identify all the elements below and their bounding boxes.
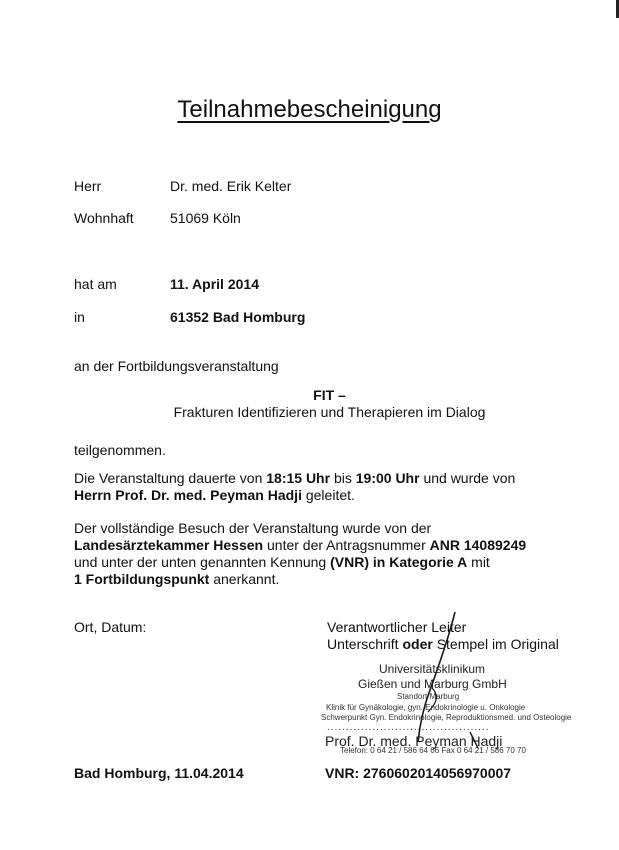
document-title: Teilnahmebescheinigung	[177, 96, 442, 123]
accreditation-line4	[74, 571, 279, 588]
accreditation-line1: Der vollständige Besuch der Veranstaltung wurde von der	[74, 520, 432, 536]
residence-label: Wohnhaft	[74, 210, 134, 226]
stamp-phone: Telefon: 0 64 21 / 586 64 66 Fax 0 64 21 / 586 70 70	[340, 746, 526, 755]
sign-pre: Unterschrift	[327, 636, 403, 652]
accreditation-line3	[74, 554, 490, 571]
event-name-short: FIT –	[313, 387, 346, 403]
stamp-signer-name: Prof. Dr. med. Peyman Hadji	[325, 733, 503, 749]
duration-post: und wurde von	[419, 470, 516, 486]
date-label: hat am	[74, 276, 117, 292]
stamp-dotted-line: ...........................................	[327, 722, 490, 733]
vnr-post: mit	[467, 554, 490, 570]
issue-place-date: Bad Homburg, 11.04.2014	[74, 765, 244, 781]
medical-chamber: Landesärztekammer Hessen	[74, 537, 264, 553]
stamp-site: Standort Marburg	[397, 692, 460, 701]
stamp-clinic-line1: Klinik für Gynäkologie, gyn. Endokrinologie u. Onkologie	[326, 703, 526, 712]
event-place: 61352 Bad Homburg	[170, 309, 306, 325]
event-intro: an der Fortbildungsveranstaltung	[74, 358, 279, 374]
application-number: ANR 14089249	[429, 537, 527, 553]
duration-line2	[74, 487, 355, 504]
duration-mid: bis	[330, 470, 356, 486]
stamp-org-line1: Universitätsklinikum	[379, 662, 486, 676]
duration-start: 18:15 Uhr	[266, 470, 331, 486]
sign-post: Stempel im Original	[432, 636, 559, 652]
duration-line1	[74, 470, 515, 487]
responsible-label: Verantwortlicher Leiter	[327, 619, 467, 635]
participated-text: teilgenommen.	[74, 442, 166, 458]
place-label: in	[74, 309, 85, 325]
points-post: anerkannt.	[209, 571, 280, 587]
sign-or: oder	[402, 636, 433, 652]
credit-points: 1 Fortbildungspunkt	[74, 571, 210, 587]
vnr-number: VNR: 2760602014056970007	[325, 765, 512, 781]
application-mid: unter der Antragsnummer	[263, 537, 430, 553]
duration-end: 19:00 Uhr	[355, 470, 420, 486]
accreditation-line2	[74, 537, 526, 554]
participant-name: Dr. med. Erik Kelter	[170, 178, 292, 194]
residence-value: 51069 Köln	[170, 210, 241, 226]
stamp-org-line2: Gießen und Marburg GmbH	[358, 677, 507, 691]
signature-instruction	[327, 636, 559, 652]
place-date-label: Ort, Datum:	[74, 619, 147, 635]
vnr-category: (VNR) in Kategorie A	[330, 554, 468, 570]
vnr-pre: und unter der unten genannten Kennung	[74, 554, 331, 570]
event-date: 11. April 2014	[170, 276, 259, 292]
salutation-label: Herr	[74, 178, 102, 194]
event-leader: Herrn Prof. Dr. med. Peyman Hadji	[74, 487, 302, 503]
duration-pre: Die Veranstaltung dauerte von	[74, 470, 267, 486]
leader-post: geleitet.	[301, 487, 355, 503]
stamp-clinic-line2: Schwerpunkt Gyn. Endokrinologie, Reproduktionsmed. und Osteologie	[321, 713, 572, 722]
event-name-long: Frakturen Identifizieren und Therapieren im Dialog	[173, 404, 486, 420]
